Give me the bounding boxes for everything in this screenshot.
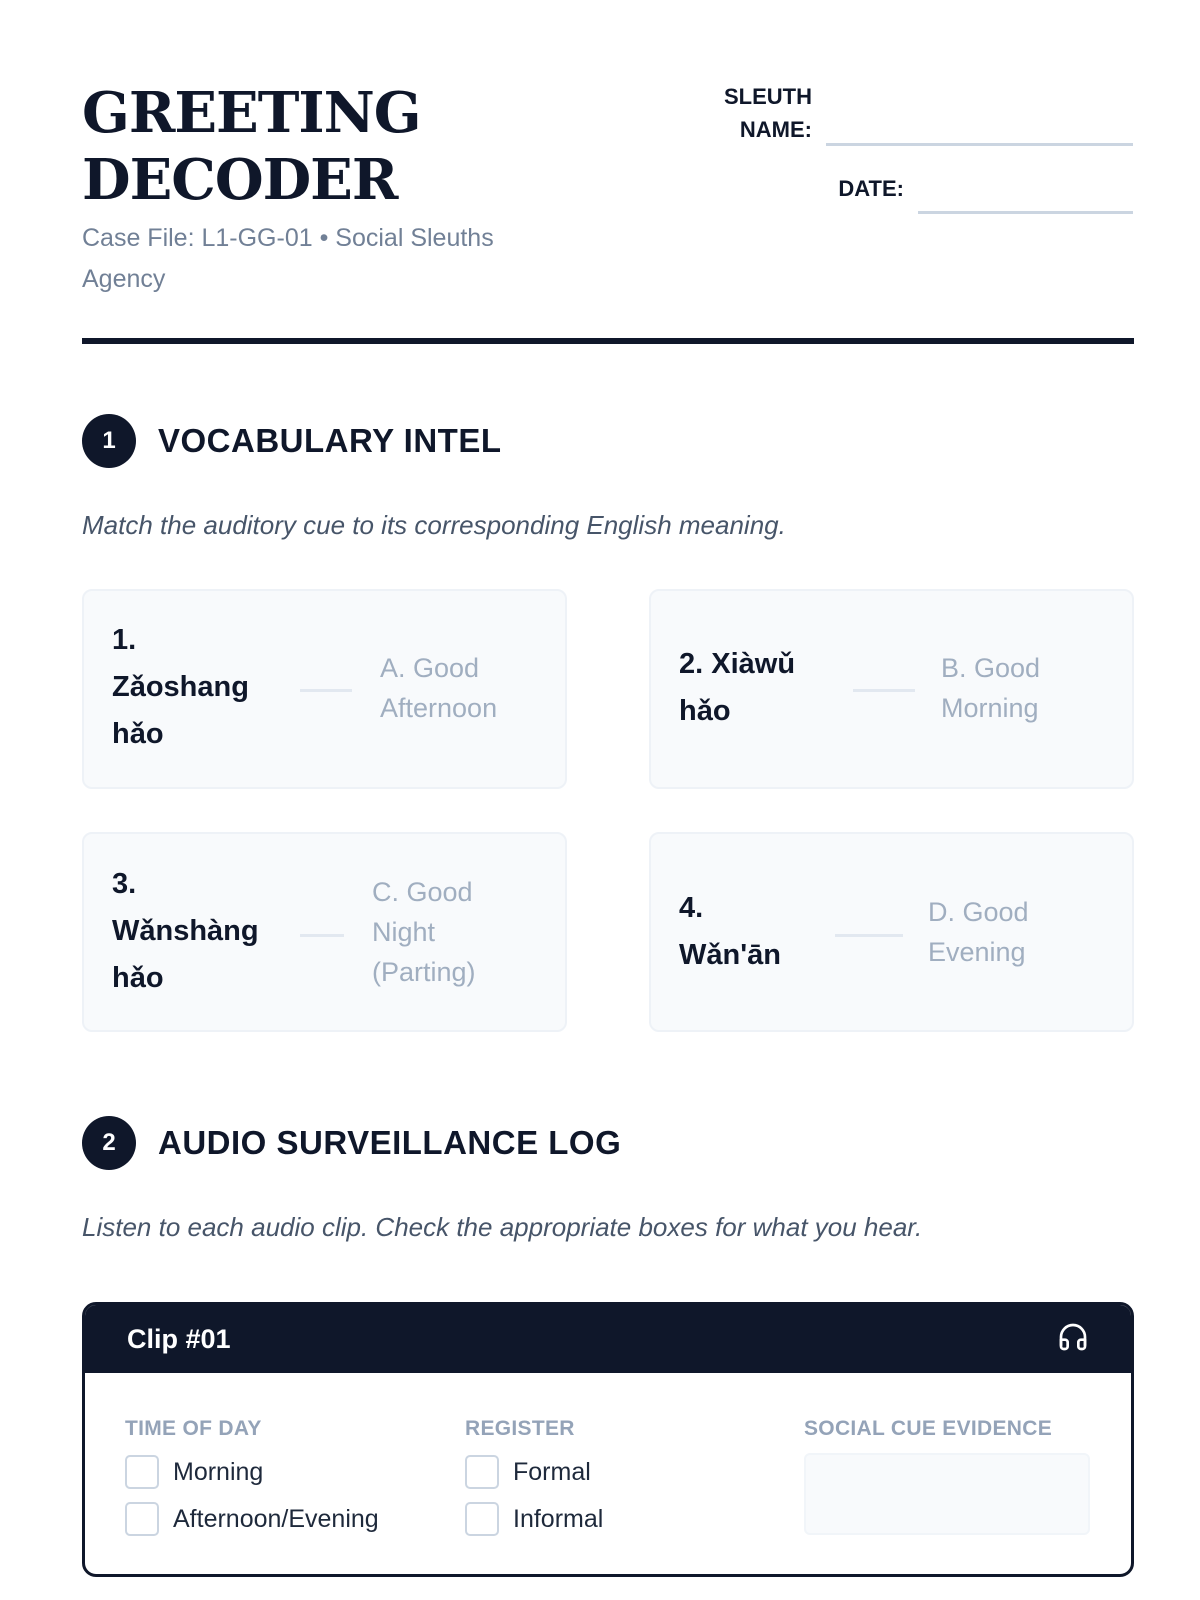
- check-option-informal[interactable]: [465, 1502, 603, 1536]
- morning-label: Morning: [173, 1457, 264, 1486]
- morning-checkbox[interactable]: [125, 1455, 159, 1489]
- date-input-line[interactable]: [918, 211, 1133, 214]
- headphones-icon[interactable]: [1057, 1321, 1089, 1358]
- section-1-title: VOCABULARY INTEL: [158, 422, 502, 459]
- date-label: DATE:: [838, 176, 904, 201]
- vocab-term-line: Wǎnshàng: [112, 915, 259, 947]
- date-field: [820, 172, 1133, 205]
- register-label: REGISTER: [465, 1417, 575, 1440]
- header-divider: [82, 338, 1134, 344]
- evidence-column: [804, 1417, 1090, 1535]
- social-cue-evidence-label: SOCIAL CUE EVIDENCE: [804, 1417, 1053, 1440]
- vocab-term: [112, 617, 249, 758]
- vocab-definition-line: Night: [372, 917, 436, 947]
- case-file-subtitle: Case File: L1-GG-01 • Social Sleuths Agency: [82, 224, 494, 293]
- section-1-instructions: Match the auditory cue to its corresponding English meaning.: [82, 510, 786, 540]
- sleuth-name-input-line[interactable]: [826, 143, 1133, 146]
- vocab-term-line: hǎo: [679, 695, 731, 727]
- vocab-term: [112, 861, 259, 1002]
- vocab-term: [679, 885, 781, 979]
- vocab-term-line: 3.: [112, 868, 137, 900]
- clip-header: [85, 1305, 1131, 1373]
- match-answer-line[interactable]: [835, 934, 903, 937]
- title-line-1: GREETING: [82, 80, 421, 146]
- section-1-badge: 1: [82, 414, 136, 468]
- register-column: [465, 1417, 603, 1536]
- vocab-term: [679, 641, 795, 735]
- vocab-term-line: Wǎn'ān: [679, 939, 781, 971]
- sleuth-name-field: [700, 80, 1133, 146]
- afternoon-evening-checkbox[interactable]: [125, 1502, 159, 1536]
- vocab-definition: [941, 648, 1040, 728]
- check-option-afternoon-evening[interactable]: [125, 1502, 379, 1536]
- vocab-definition-line: B. Good: [941, 653, 1041, 683]
- check-option-morning[interactable]: [125, 1455, 379, 1489]
- vocab-term-line: hǎo: [112, 962, 164, 994]
- audio-clip-card: [82, 1302, 1134, 1577]
- vocab-definition-line: (Parting): [372, 957, 476, 987]
- formal-label: Formal: [513, 1457, 591, 1486]
- vocab-term-line: 4.: [679, 892, 704, 924]
- section-1-heading: [82, 414, 502, 468]
- section-2-instructions: Listen to each audio clip. Check the appropriate boxes for what you hear.: [82, 1212, 923, 1242]
- vocab-term-line: hǎo: [112, 718, 164, 750]
- vocab-definition-line: C. Good: [372, 877, 473, 907]
- vocab-card-2: [649, 589, 1134, 789]
- time-of-day-column: [125, 1417, 379, 1536]
- vocab-definition: [372, 872, 476, 992]
- clip-title: Clip #01: [127, 1323, 231, 1354]
- vocab-term-line: 1.: [112, 624, 137, 656]
- afternoon-evening-label: Afternoon/Evening: [173, 1504, 379, 1533]
- vocab-term-line: Zǎoshang: [112, 671, 249, 703]
- vocab-definition-line: A. Good: [380, 653, 480, 683]
- section-2-title: AUDIO SURVEILLANCE LOG: [158, 1124, 622, 1161]
- sleuth-name-label: [700, 80, 812, 146]
- match-answer-line[interactable]: [300, 934, 344, 937]
- formal-checkbox[interactable]: [465, 1455, 499, 1489]
- vocab-definition-line: Afternoon: [380, 693, 498, 723]
- vocab-definition: [380, 648, 497, 728]
- worksheet-title: [82, 80, 582, 214]
- section-2-heading: [82, 1116, 621, 1170]
- vocab-definition-line: Morning: [941, 693, 1039, 723]
- sleuth-name-label-line-1: SLEUTH: [724, 84, 812, 109]
- informal-label: Informal: [513, 1504, 604, 1533]
- vocab-card-3: [82, 832, 567, 1032]
- time-of-day-label: TIME OF DAY: [125, 1417, 262, 1440]
- vocab-definition-line: D. Good: [928, 897, 1029, 927]
- vocab-definition-line: Evening: [928, 937, 1026, 967]
- section-2-badge: 2: [82, 1116, 136, 1170]
- vocab-term-line: 2. Xiàwǔ: [679, 648, 796, 680]
- social-cue-evidence-input[interactable]: [804, 1453, 1090, 1535]
- check-option-formal[interactable]: [465, 1455, 603, 1489]
- sleuth-name-label-line-2: NAME:: [739, 117, 812, 142]
- vocab-card-4: [649, 832, 1134, 1032]
- informal-checkbox[interactable]: [465, 1502, 499, 1536]
- title-line-2: DECODER: [82, 147, 398, 213]
- match-answer-line[interactable]: [853, 689, 915, 692]
- vocab-definition: [928, 892, 1029, 972]
- match-answer-line[interactable]: [300, 689, 352, 692]
- vocab-card-1: [82, 589, 567, 789]
